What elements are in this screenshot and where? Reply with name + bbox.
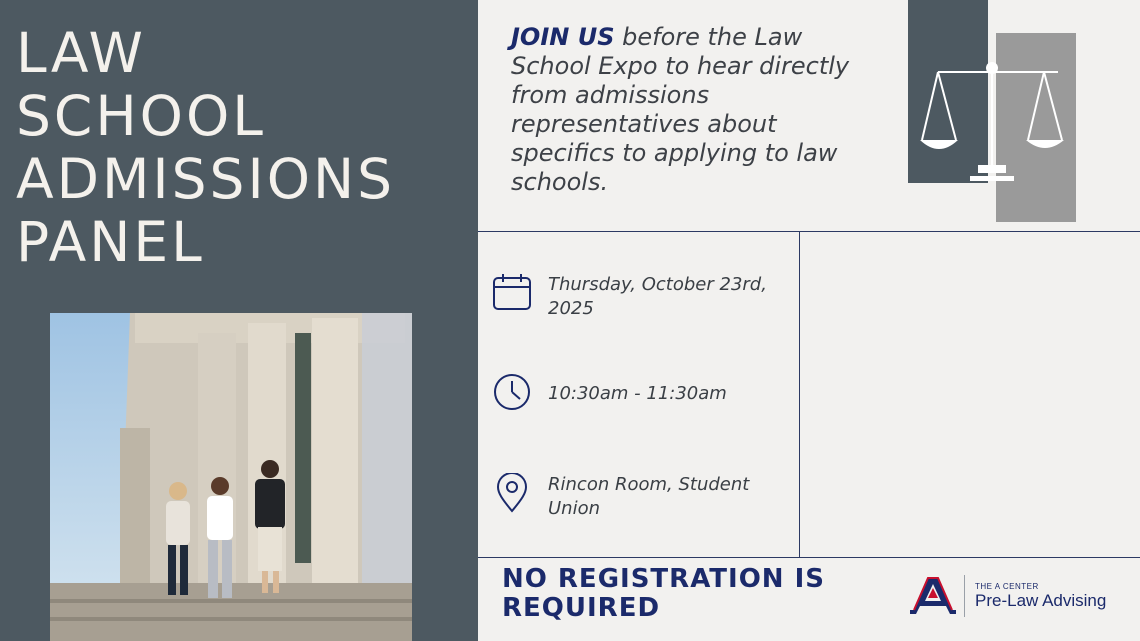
left-panel xyxy=(0,0,478,641)
title-line: SCHOOL xyxy=(16,84,266,148)
page-title xyxy=(16,22,476,274)
university-a-logo xyxy=(910,576,956,616)
location-row xyxy=(492,473,788,521)
divider-line xyxy=(478,231,1140,232)
students-photo xyxy=(50,313,412,641)
event-location: Rincon Room, Student Union xyxy=(548,474,750,519)
scales-of-justice-icon xyxy=(908,0,1078,222)
logo-small-text: THE A CENTER xyxy=(975,581,1039,591)
logo-separator xyxy=(964,575,965,617)
title-line: LAW xyxy=(16,21,146,85)
divider-line xyxy=(799,231,800,557)
date-row xyxy=(492,273,788,321)
intro-body: before the Law School Expo to hear directly from admissions representatives about specifics to applying to law schools. xyxy=(511,23,850,196)
intro-highlight: JOIN US xyxy=(511,23,615,51)
title-line: ADMISSIONS xyxy=(16,147,396,211)
no-registration-notice xyxy=(502,565,862,623)
location-pin-icon xyxy=(492,473,532,513)
calendar-icon xyxy=(492,273,532,313)
clock-icon xyxy=(492,372,532,412)
pre-law-advising-logo xyxy=(910,575,1106,617)
right-panel xyxy=(478,0,1140,641)
intro-text xyxy=(511,23,861,197)
photo-illustration xyxy=(50,313,412,641)
event-time: 10:30am - 11:30am xyxy=(548,383,727,404)
event-date: Thursday, October 23rd, 2025 xyxy=(548,274,767,319)
logo-big-text: Pre-Law Advising xyxy=(975,590,1107,610)
title-line: PANEL xyxy=(16,210,205,274)
time-row xyxy=(492,372,788,412)
notice-text: NO REGISTRATION IS REQUIRED xyxy=(502,564,826,623)
divider-line xyxy=(478,557,1140,558)
